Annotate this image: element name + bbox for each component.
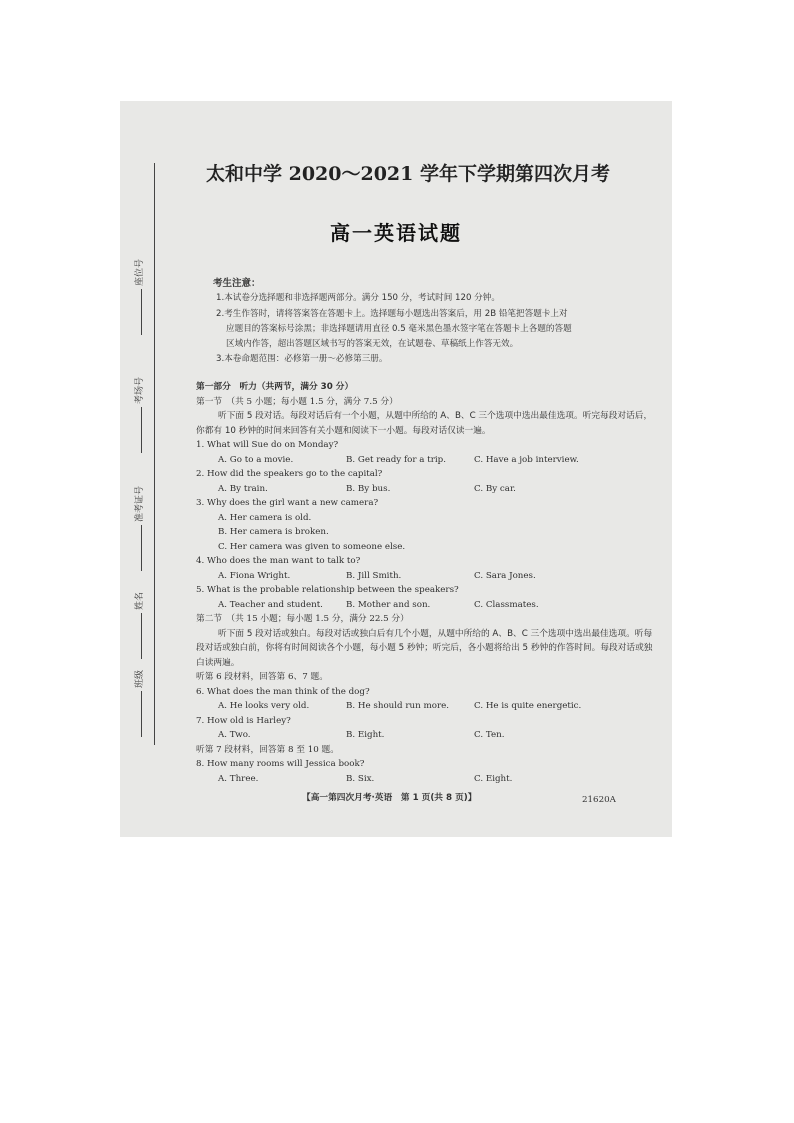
option-b: B. Jill Smith.: [346, 570, 402, 581]
note-item: 3.本卷命题范围：必修第一册～必修第三册。: [216, 354, 388, 365]
blank-line: [141, 407, 142, 453]
section-heading: 第一节 （共 5 小题；每小题 1.5 分，满分 7.5 分）: [196, 396, 398, 407]
option-b: B. He should run more.: [346, 701, 449, 711]
section-instruction: 听下面 5 段对话。每段对话后有一个小题，从题中所给的 A、B、C 三个选项中选出最佳选项。听完每段对话后，你都有 10 秒钟的时间来回答有关小题和阅读下一小题。每段对话仅读一遍。: [196, 411, 653, 436]
option-c: C. Ten.: [474, 730, 505, 740]
admission-number-field: 准考证号: [132, 486, 145, 571]
option-b: B. Six.: [346, 773, 375, 784]
note-item: 区域内作答，超出答题区域书写的答案无效，在试题卷、草稿纸上作答无效。: [226, 339, 519, 350]
option-c: C. Have a job interview.: [474, 454, 579, 465]
option-c: C. Sara Jones.: [474, 570, 536, 581]
question-2: 2. How did the speakers go to the capital?: [196, 469, 383, 479]
listening-prompt: 听第 7 段材料，回答第 8 至 10 题。: [196, 744, 339, 755]
name-field: 姓名: [132, 592, 145, 659]
option-a: A. Three.: [218, 773, 259, 784]
option-b: B. By bus.: [346, 483, 391, 494]
exam-room-field: 考场号: [132, 377, 145, 453]
option-c: C. By car.: [474, 483, 516, 494]
options-7: [196, 728, 658, 743]
option-a: A. Her camera is old.: [218, 512, 312, 523]
note-item: 应题目的答案标号涂黑；非选择题请用直径 0.5 毫米黑色墨水签字笔在答题卡上各题的答题: [226, 323, 572, 334]
blank-line: [141, 691, 142, 737]
note-item: 2.考生作答时，请将答案答在答题卡上。选择题每小题选出答案后，用 2B 铅笔把答题卡上对: [216, 308, 568, 319]
exam-notes: [204, 276, 654, 368]
option-a: A. Go to a movie.: [218, 454, 294, 465]
option-b: B. Her camera is broken.: [218, 527, 329, 537]
options-6: [196, 699, 658, 714]
binding-margin-line: [154, 163, 155, 745]
option-a: A. Fiona Wright.: [218, 570, 291, 581]
option-b-line: [196, 525, 658, 540]
options-5: [196, 598, 658, 613]
option-a-line: [196, 511, 658, 526]
option-c: C. Classmates.: [474, 599, 539, 610]
option-b: B. Get ready for a trip.: [346, 454, 446, 465]
option-b: B. Mother and son.: [346, 599, 431, 610]
notes-heading: 考生注意：: [213, 278, 261, 289]
paper-code: 21620A: [582, 795, 616, 805]
option-a: A. By train.: [218, 483, 268, 494]
seat-number-field: 座位号: [132, 259, 145, 335]
section-heading: 第二节 （共 15 小题；每小题 1.5 分，满分 22.5 分）: [196, 614, 409, 624]
option-a: A. Teacher and student.: [218, 599, 323, 610]
class-field: 班级: [132, 670, 145, 737]
blank-line: [141, 289, 142, 335]
question-8: 8. How many rooms will Jessica book?: [196, 759, 365, 769]
exam-body: [196, 380, 658, 786]
blank-line: [141, 613, 142, 659]
note-item: 1.本试卷分选择题和非选择题两部分。满分 150 分，考试时间 120 分钟。: [216, 293, 500, 304]
options-1: [196, 453, 658, 468]
option-c-line: [196, 540, 658, 555]
option-a: A. He looks very old.: [218, 701, 310, 711]
section-instruction: 听下面 5 段对话或独白。每段对话或独白后有几个小题，从题中所给的 A、B、C 三个选项中选出最佳选项。听每段对话或独白前，你将有时间阅读各个小题，每小题 5 秒钟；听完后，各小题将给出 5 秒钟的作答时间。每段对话或独白读两遍。: [196, 628, 653, 668]
listening-prompt: 听第 6 段材料，回答第 6、7 题。: [196, 672, 328, 682]
options-2: [196, 482, 658, 497]
exam-paper-photo: [120, 101, 672, 837]
part-heading: 第一部分 听力（共两节，满分 30 分）: [196, 382, 354, 392]
page-footer: 【高一第四次月考·英语 第 1 页(共 8 页)】: [302, 793, 477, 803]
question-1: 1. What will Sue do on Monday?: [196, 440, 339, 450]
option-c: C. Her camera was given to someone else.: [218, 541, 406, 552]
question-6: 6. What does the man think of the dog?: [196, 686, 370, 697]
exam-title: 太和中学 2020～2021 学年下学期第四次月考: [206, 163, 610, 185]
question-4: 4. Who does the man want to talk to?: [196, 556, 361, 566]
blank-line: [141, 525, 142, 571]
options-4: [196, 569, 658, 584]
options-8: [196, 772, 658, 787]
question-7: 7. How old is Harley?: [196, 715, 291, 726]
option-c: C. Eight.: [474, 773, 513, 784]
option-a: A. Two.: [218, 730, 251, 740]
option-c: C. He is quite energetic.: [474, 701, 582, 711]
exam-subtitle: 高一英语试题: [330, 221, 462, 245]
option-b: B. Eight.: [346, 730, 385, 740]
question-3: 3. Why does the girl want a new camera?: [196, 498, 379, 508]
question-5: 5. What is the probable relationship between the speakers?: [196, 585, 459, 595]
